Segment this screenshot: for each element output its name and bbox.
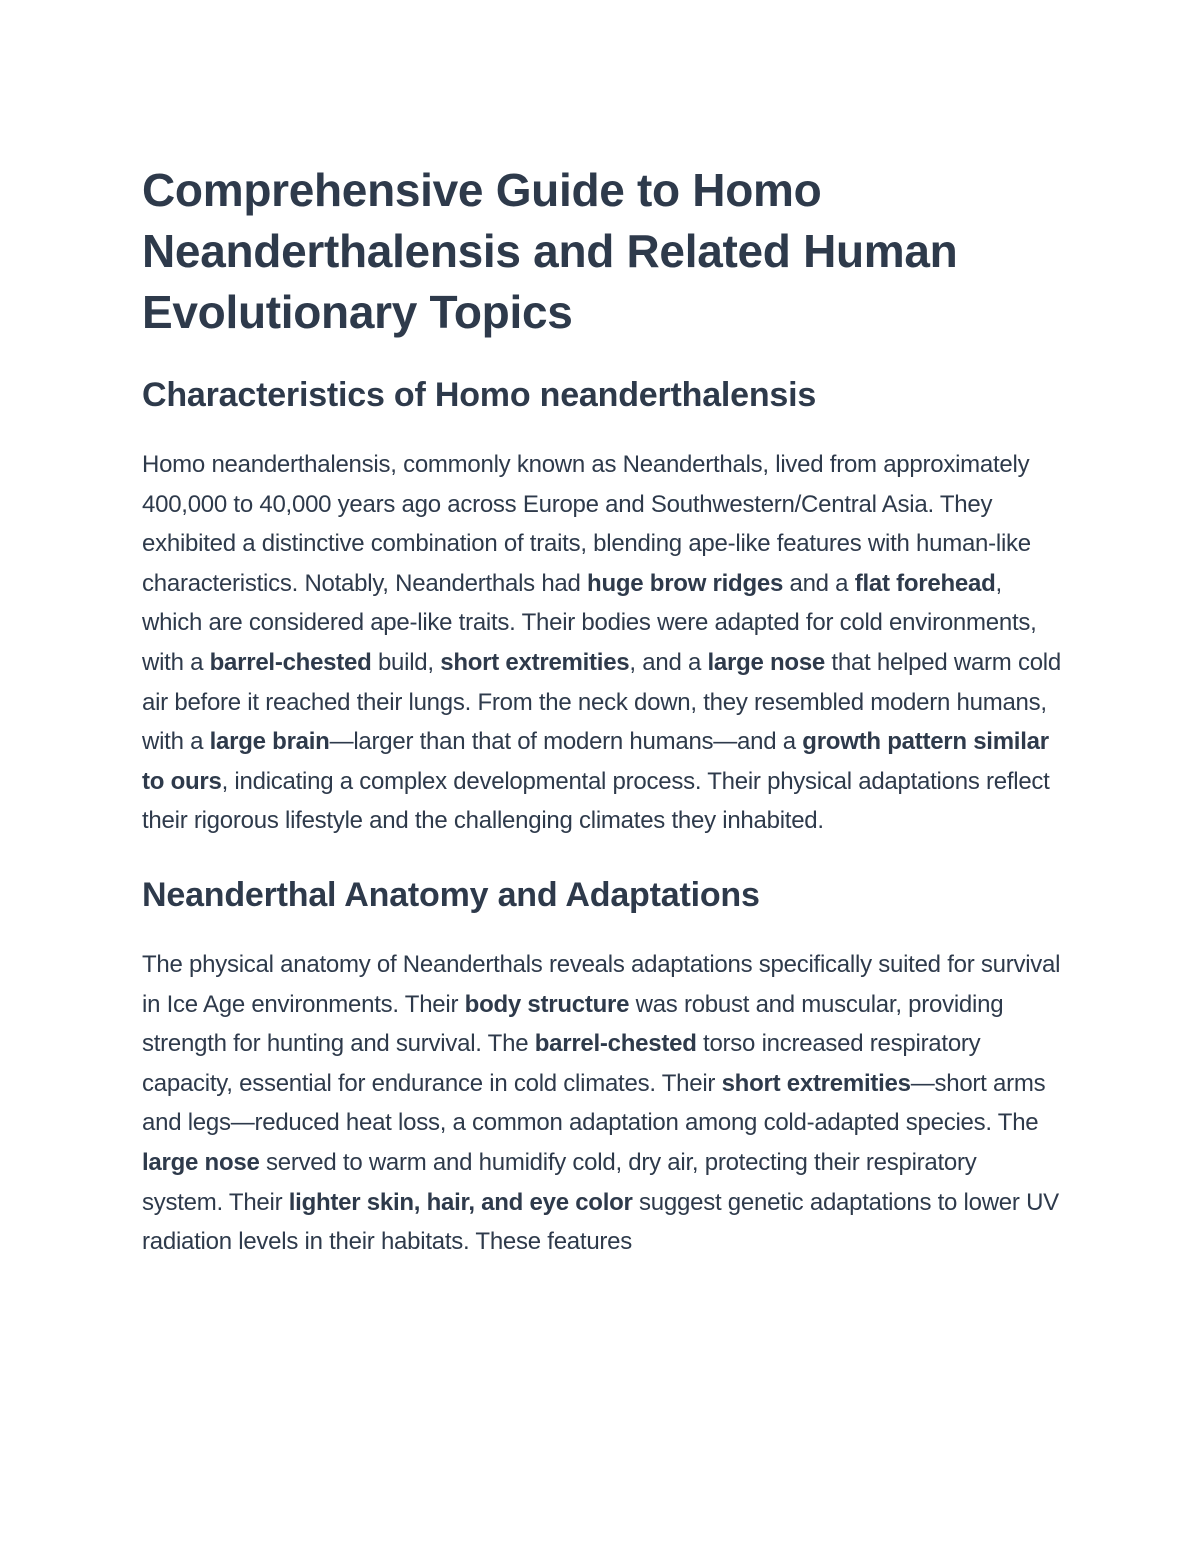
- bold-term: large nose: [707, 648, 826, 676]
- bold-term: short extremities: [721, 1069, 911, 1097]
- document-title: Comprehensive Guide to Homo Neanderthalensis and Related Human Evolutionary Topics: [142, 164, 958, 338]
- bold-term: flat forehead: [854, 569, 996, 597]
- bold-term: growth pattern similar to ours: [142, 728, 1049, 795]
- section-paragraph-characteristics: Homo neanderthalensis, commonly known as Neanderthals, lived from approximately 400,000 to 40,000 years ago across Europe and Southwestern/Central Asia. They exhibited a distinctive combination of traits, blending ape-like features with human-like characteristics. Notably, Neanderthals had huge brow ridges and a flat forehead, which are considered ape-like traits. Their bodies were adapted for cold environments, with a barrel-chested build, short extremities, and a large nose that helped warm cold air before it reached their lungs. From the neck down, they resembled modern humans, with a large brain—larger than that of modern humans—and a growth pattern similar to ours, indicating a complex developmental process. Their physical adaptations reflect their rigorous lifestyle and the challenging climates they inhabited.: [142, 451, 1061, 835]
- bold-term: barrel-chested: [534, 1030, 697, 1058]
- bold-term: huge brow ridges: [587, 569, 784, 597]
- section-heading-characteristics: Characteristics of Homo neanderthalensis: [142, 376, 817, 414]
- bold-term: large brain: [209, 728, 330, 756]
- bold-term: short extremities: [440, 648, 630, 676]
- bold-term: body structure: [464, 990, 630, 1018]
- bold-term: barrel-chested: [209, 648, 372, 676]
- document-page: [142, 160, 1062, 1294]
- section-paragraph-anatomy: The physical anatomy of Neanderthals reveals adaptations specifically suited for survival in Ice Age environments. Their body structure was robust and muscular, providing strength for hunting and survival. The barrel-chested torso increased respiratory capacity, essential for endurance in cold climates. Their short extremities—short arms and legs—reduced heat loss, a common adaptation among cold-adapted species. The large nose served to warm and humidify cold, dry air, protecting their respiratory system. Their lighter skin, hair, and eye color suggest genetic adaptations to lower UV radiation levels in their habitats. These features: [142, 950, 1061, 1256]
- section-heading-anatomy: Neanderthal Anatomy and Adaptations: [142, 875, 760, 914]
- bold-term: lighter skin, hair, and eye color: [288, 1188, 633, 1216]
- bold-term: large nose: [142, 1148, 260, 1176]
